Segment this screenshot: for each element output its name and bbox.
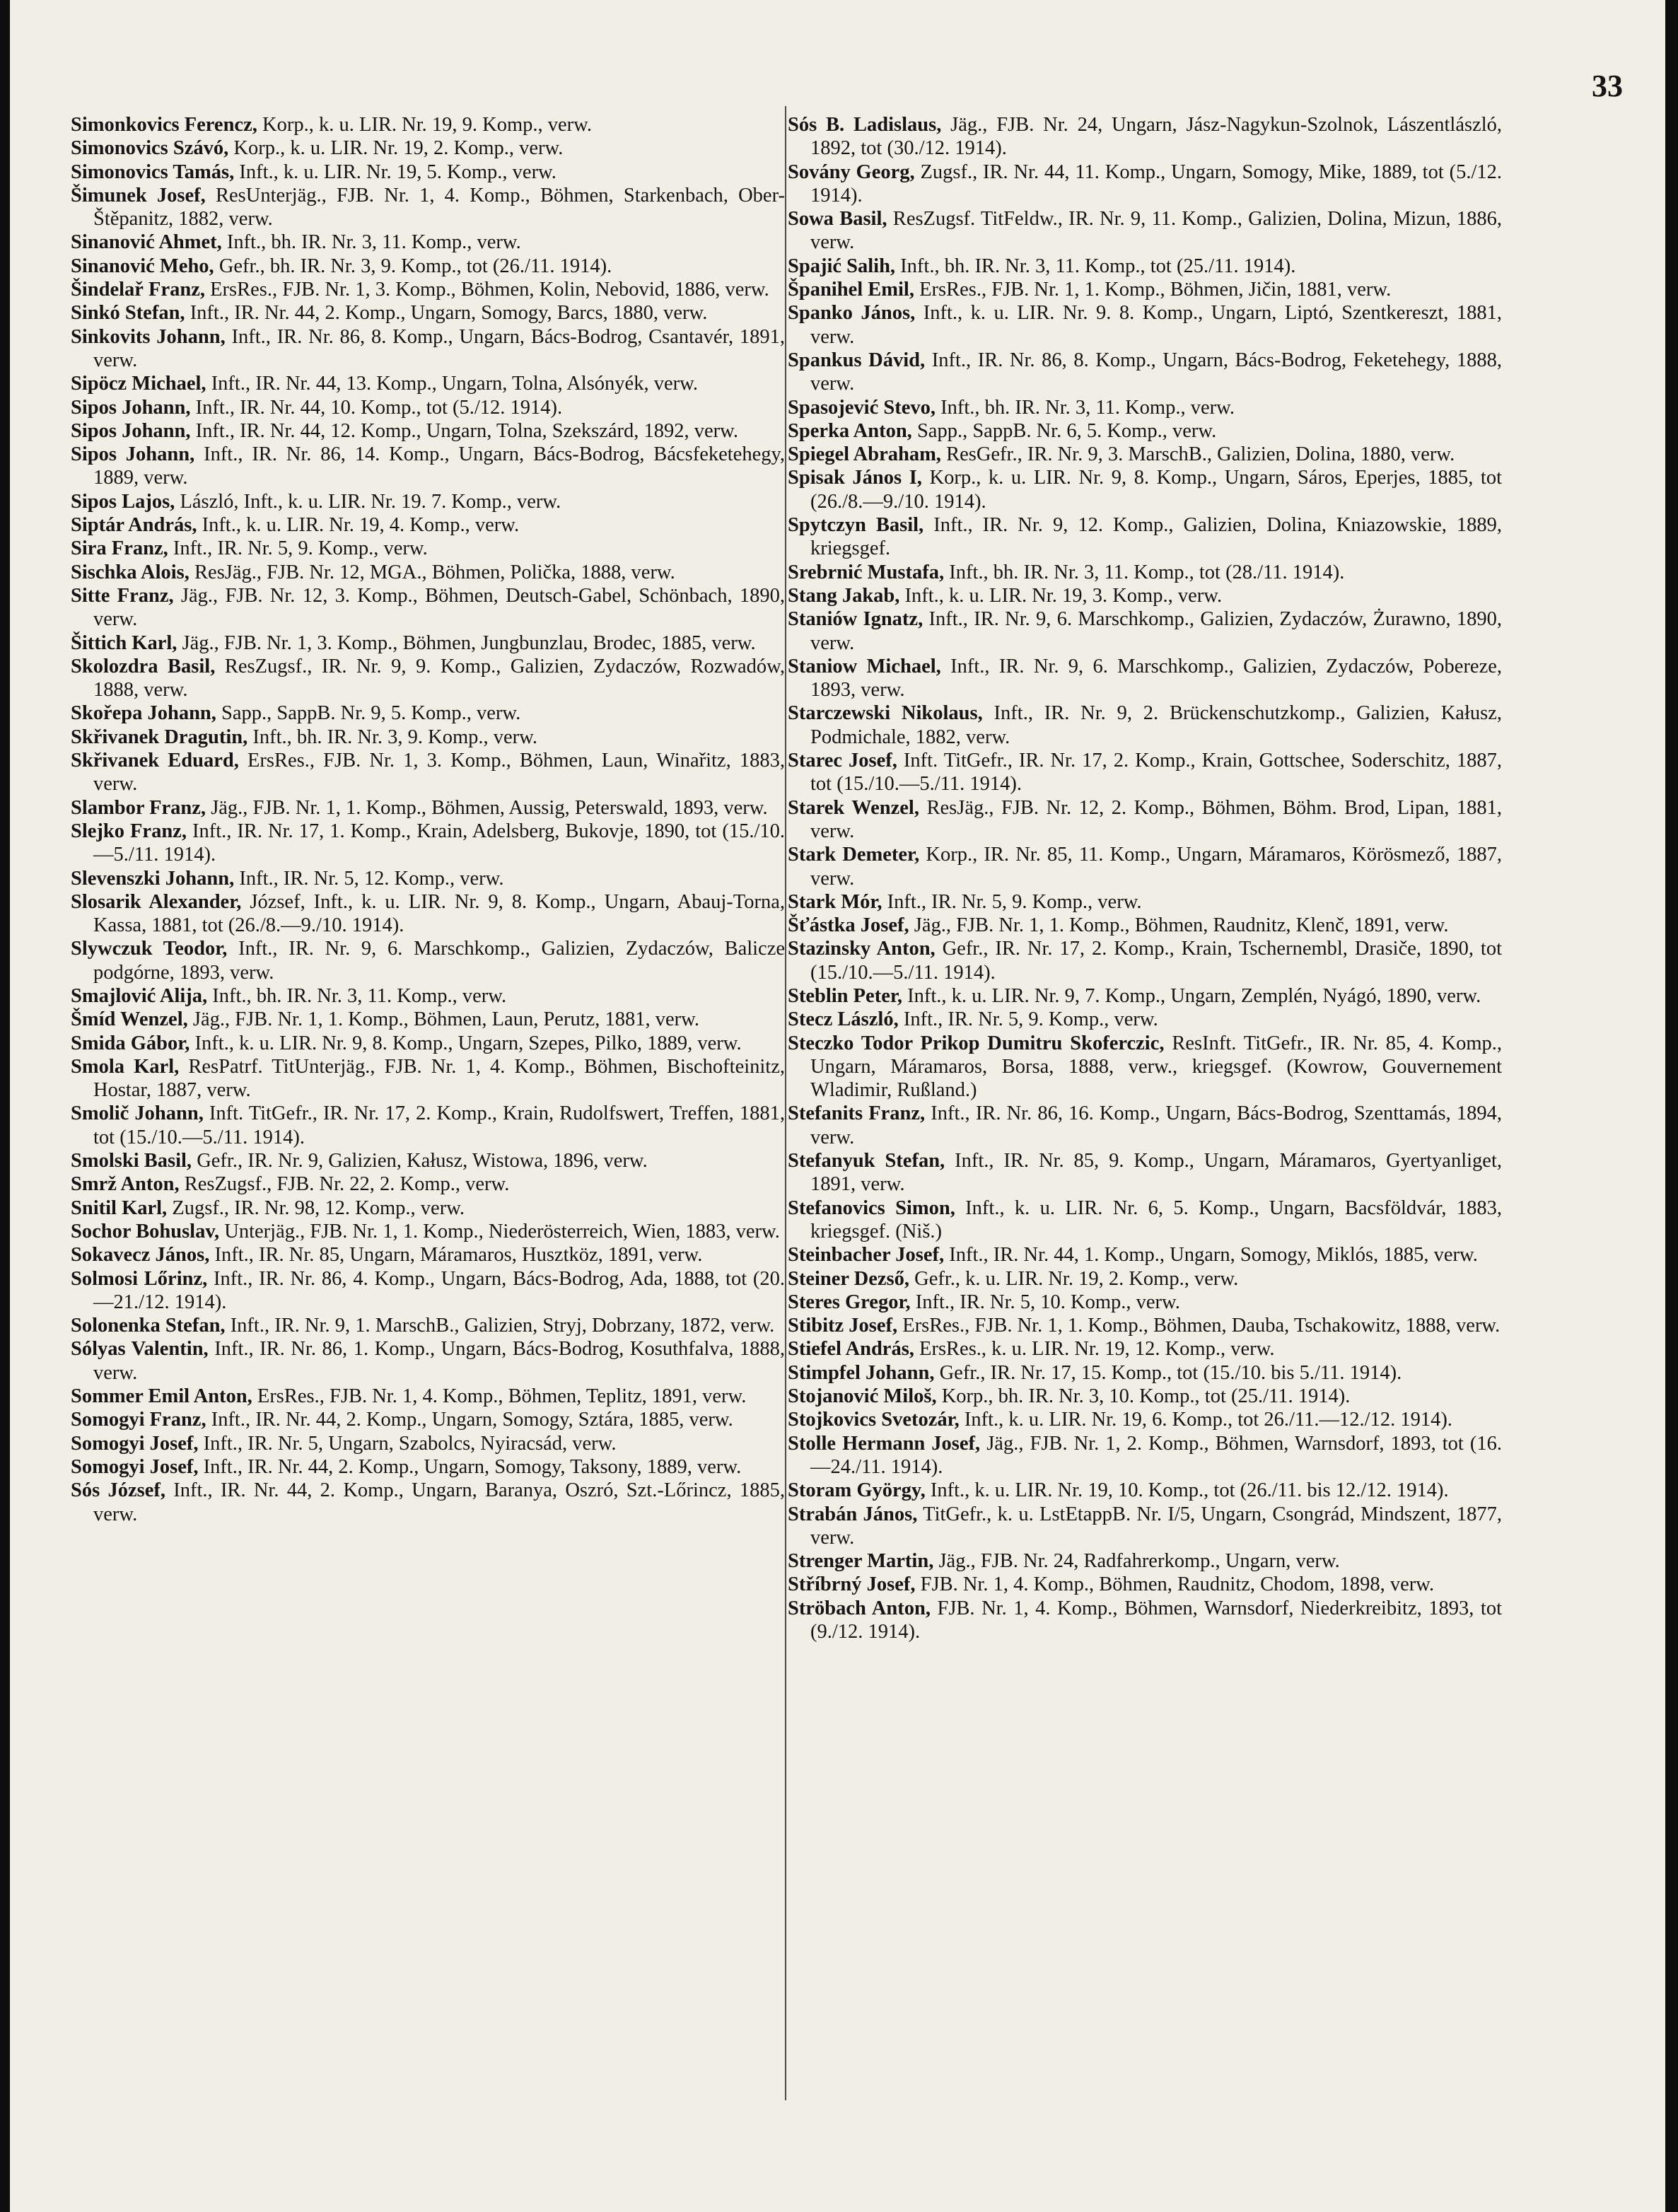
casualty-entry: [71, 1408, 785, 1431]
page-number: 33: [1592, 69, 1623, 103]
entry-details: Inft., IR. Nr. 44, 10. Komp., tot (5./12. 1914).: [190, 396, 563, 419]
casualty-entry: [71, 443, 785, 490]
entry-name: Stazinsky Anton,: [788, 938, 936, 960]
entry-details: Inft., IR. Nr. 44, 2. Komp., Ungarn, Somogy, Taksony, 1889, verw.: [198, 1455, 742, 1478]
entry-name: Stefanovics Simon,: [788, 1197, 955, 1219]
entry-name: Sipos Johann,: [71, 419, 191, 442]
entry-details: FJB. Nr. 1, 4. Komp., Böhmen, Raudnitz, Chodom, 1898, verw.: [915, 1573, 1435, 1596]
entry-details: ErsRes., k. u. LIR. Nr. 19, 12. Komp., verw.: [914, 1338, 1275, 1361]
entry-name: Stojkovics Svetozár,: [788, 1409, 960, 1431]
casualty-entry: [788, 1149, 1502, 1197]
entry-details: Inft., IR. Nr. 9, 2. Brückenschutzkomp., Galizien, Kałusz, Podmichale, 1882, verw.: [810, 702, 1502, 748]
casualty-entry: [71, 161, 785, 184]
entry-details: László, Inft., k. u. LIR. Nr. 19. 7. Komp., verw.: [175, 490, 561, 513]
entry-name: Stefanits Franz,: [788, 1102, 926, 1125]
entry-details: ErsRes., FJB. Nr. 1, 1. Komp., Böhmen, Dauba, Tschakowitz, 1888, verw.: [897, 1315, 1501, 1337]
entry-details: Korp., IR. Nr. 85, 11. Komp., Ungarn, Máramaros, Körösmező, 1887, verw.: [810, 844, 1502, 890]
casualty-entry: [71, 1032, 785, 1055]
entry-name: Smolski Basil,: [71, 1150, 192, 1172]
entry-details: ResInft. TitGefr., IR. Nr. 85, 4. Komp., Ungarn, Máramaros, Borsa, 1888, verw., kriegsgef. (Kowrow, Gouvernement Wladimir, Rußland.): [810, 1032, 1502, 1102]
entry-details: Jäg., FJB. Nr. 12, 3. Komp., Böhmen, Deutsch-Gabel, Schönbach, 1890, verw.: [93, 584, 785, 631]
entry-name: Spisak János I,: [788, 467, 922, 489]
entry-details: Inft., IR. Nr. 44, 13. Komp., Ungarn, Tolna, Alsónyék, verw.: [206, 373, 698, 395]
casualty-entry: [788, 1549, 1502, 1573]
entry-details: Inft., IR. Nr. 86, 8. Komp., Ungarn, Bács-Bodrog, Feketehegy, 1888, verw.: [810, 349, 1502, 395]
entry-name: Sinanović Meho,: [71, 255, 214, 277]
entry-details: Inft., k. u. LIR. Nr. 9, 7. Komp., Ungarn, Zemplén, Nyágó, 1890, verw.: [902, 984, 1481, 1007]
entry-name: Spanko János,: [788, 302, 916, 325]
entry-name: Stimpfel Johann,: [788, 1361, 935, 1384]
casualty-entry: [788, 466, 1502, 513]
entry-name: Starczewski Nikolaus,: [788, 702, 983, 725]
casualty-entry: [788, 607, 1502, 655]
casualty-entry: [71, 419, 785, 443]
casualty-entry: [788, 843, 1502, 890]
entry-details: Inft., bh. IR. Nr. 3, 11. Komp., verw.: [207, 984, 507, 1007]
casualty-entry: [788, 396, 1502, 419]
entry-details: Inft., IR. Nr. 5, 10. Komp., verw.: [910, 1291, 1180, 1313]
entry-name: Steblin Peter,: [788, 984, 903, 1007]
entry-details: Inft., k. u. LIR. Nr. 19, 3. Komp., verw.: [899, 584, 1223, 607]
left-column: [71, 113, 785, 1526]
casualty-entry: [788, 749, 1502, 796]
entry-name: Šindelař Franz,: [71, 279, 205, 301]
entry-details: Inft., IR. Nr. 85, Ungarn, Máramaros, Husztköz, 1891, verw.: [209, 1244, 703, 1267]
casualty-entry: [788, 702, 1502, 749]
casualty-entry: [788, 984, 1502, 1008]
entry-details: Inft., IR. Nr. 9, 1. MarschB., Galizien, Stryj, Dobrzany, 1872, verw.: [225, 1315, 775, 1337]
casualty-entry: [71, 1337, 785, 1385]
entry-details: Inft., k. u. LIR. Nr. 19, 4. Komp., verw.: [197, 514, 520, 537]
entry-name: Stang Jakab,: [788, 584, 900, 607]
entry-details: TitGefr., k. u. LstEtappB. Nr. I/5, Ungarn, Csongrád, Mindszent, 1877, verw.: [810, 1503, 1502, 1549]
entry-name: Spiegel Abraham,: [788, 443, 941, 466]
entry-details: Gefr., IR. Nr. 9, Galizien, Kałusz, Wistowa, 1896, verw.: [192, 1150, 648, 1172]
casualty-entry: [788, 1102, 1502, 1149]
casualty-entry: [71, 584, 785, 631]
entry-details: Sapp., SappB. Nr. 9, 5. Komp., verw.: [216, 702, 521, 725]
casualty-entry: [788, 1597, 1502, 1644]
entry-details: Inft., k. u. LIR. Nr. 9, 8. Komp., Ungarn, Szepes, Pilko, 1889, verw.: [190, 1032, 742, 1054]
entry-details: Jäg., FJB. Nr. 1, 1. Komp., Böhmen, Aussig, Peterswald, 1893, verw.: [206, 796, 768, 819]
casualty-entry: [788, 1479, 1502, 1502]
entry-details: Sapp., SappB. Nr. 6, 5. Komp., verw.: [911, 419, 1217, 442]
entry-name: Španihel Emil,: [788, 279, 914, 301]
entry-name: Sira Franz,: [71, 537, 168, 560]
casualty-entry: [788, 914, 1502, 937]
entry-name: Skolozdra Basil,: [71, 655, 216, 677]
entry-name: Steiner Dezső,: [788, 1267, 910, 1290]
entry-name: Stecz László,: [788, 1008, 899, 1031]
entry-details: Zugsf., IR. Nr. 44, 11. Komp., Ungarn, Somogy, Mike, 1889, tot (5./12. 1914).: [810, 161, 1502, 206]
casualty-entry: [71, 1149, 785, 1172]
casualty-entry: [71, 513, 785, 537]
casualty-entry: [71, 984, 785, 1008]
entry-details: Inft., IR. Nr. 44, 12. Komp., Ungarn, Tolna, Szekszárd, 1892, verw.: [190, 419, 739, 442]
casualty-entry: [71, 537, 785, 560]
entry-details: Zugsf., IR. Nr. 98, 12. Komp., verw.: [167, 1197, 465, 1219]
casualty-entry: [788, 1008, 1502, 1031]
entry-details: Inft., IR. Nr. 5, 12. Komp., verw.: [234, 867, 504, 890]
right-column: [788, 113, 1502, 1643]
casualty-entry: [788, 255, 1502, 278]
casualty-entry: [788, 419, 1502, 443]
entry-details: Inft., IR. Nr. 17, 1. Komp., Krain, Adelsberg, Bukovje, 1890, tot (15./10.—5./11. 1914).: [93, 820, 786, 866]
entry-details: Inft., k. u. LIR. Nr. 6, 5. Komp., Ungarn, Bacsföldvár, 1883, kriegsgef. (Niš.): [810, 1197, 1503, 1242]
entry-details: Inft., IR. Nr. 44, 2. Komp., Ungarn, Baranya, Oszró, Szt.-Lőrincz, 1885, verw.: [93, 1479, 785, 1525]
casualty-entry: [71, 184, 785, 231]
entry-name: Slejko Franz,: [71, 820, 187, 842]
entry-name: Sólyas Valentin,: [71, 1338, 209, 1361]
entry-name: Srebrnić Mustafa,: [788, 561, 945, 583]
casualty-entry: [788, 1573, 1502, 1596]
entry-details: Inft., IR. Nr. 9, 12. Komp., Galizien, Dolina, Kniazowskie, 1889, kriegsgef.: [810, 514, 1503, 560]
entry-details: Inft., bh. IR. Nr. 3, 9. Komp., verw.: [247, 726, 537, 748]
entry-details: József, Inft., k. u. LIR. Nr. 9, 8. Komp., Ungarn, Abauj-Torna, Kassa, 1881, tot (26./8.—9./10. 1914).: [93, 890, 785, 937]
entry-name: Sipos Lajos,: [71, 490, 175, 513]
casualty-entry: [71, 1055, 785, 1102]
entry-name: Stiefel András,: [788, 1338, 914, 1361]
casualty-entry: [788, 561, 1502, 584]
casualty-entry: [71, 1243, 785, 1267]
casualty-entry: [788, 1267, 1502, 1291]
entry-name: Steinbacher Josef,: [788, 1244, 945, 1267]
casualty-entry: [788, 1432, 1502, 1479]
entry-name: Sinkovits Johann,: [71, 325, 226, 348]
entry-details: Inft. TitGefr., IR. Nr. 17, 2. Komp., Krain, Gottschee, Soderschitz, 1887, tot (15./10.—5./11. 1914).: [810, 750, 1502, 796]
casualty-entry: [71, 1220, 785, 1243]
entry-name: Smajlović Alija,: [71, 984, 208, 1007]
entry-name: Siptár András,: [71, 514, 197, 537]
casualty-entry: [788, 1314, 1502, 1337]
casualty-entry: [788, 796, 1502, 844]
entry-name: Stark Demeter,: [788, 844, 920, 866]
entry-details: ErsRes., FJB. Nr. 1, 3. Komp., Böhmen, Laun, Winařitz, 1883, verw.: [93, 750, 785, 796]
entry-details: Inft., k. u. LIR. Nr. 19, 5. Komp., verw.: [234, 161, 557, 183]
casualty-entry: [788, 113, 1502, 161]
casualty-entry: [788, 937, 1502, 984]
casualty-entry: [71, 301, 785, 325]
entry-name: Strenger Martin,: [788, 1550, 934, 1573]
casualty-entry: [71, 867, 785, 890]
entry-name: Skřivanek Dragutin,: [71, 726, 248, 748]
entry-name: Slambor Franz,: [71, 796, 206, 819]
casualty-entry: [71, 1385, 785, 1408]
casualty-entry: [71, 1432, 785, 1455]
entry-details: ResUnterjäg., FJB. Nr. 1, 4. Komp., Böhmen, Starkenbach, Ober-Štěpanitz, 1882, verw.: [93, 184, 785, 231]
casualty-entry: [71, 726, 785, 749]
casualty-entry: [71, 890, 785, 938]
document-page: [10, 0, 1665, 2212]
entry-name: Sovány Georg,: [788, 161, 915, 183]
entry-details: Unterjäg., FJB. Nr. 1, 1. Komp., Niederösterreich, Wien, 1883, verw.: [219, 1220, 780, 1242]
casualty-entry: [71, 820, 785, 867]
entry-name: Šimunek Josef,: [71, 184, 206, 206]
entry-details: Inft., bh. IR. Nr. 3, 11. Komp., tot (28./11. 1914).: [944, 561, 1345, 583]
entry-name: Sochor Bohuslav,: [71, 1220, 220, 1242]
entry-details: ErsRes., FJB. Nr. 1, 3. Komp., Böhmen, Kolin, Nebovid, 1886, verw.: [205, 279, 769, 301]
casualty-entry: [788, 278, 1502, 301]
entry-name: Storam György,: [788, 1479, 926, 1502]
entry-details: Inft., IR. Nr. 5, 9. Komp., verw.: [882, 890, 1142, 913]
entry-details: Inft., k. u. LIR. Nr. 9. 8. Komp., Ungarn, Liptó, Szentkereszt, 1881, verw.: [810, 302, 1502, 348]
casualty-entry: [788, 655, 1502, 702]
entry-name: Steres Gregor,: [788, 1291, 911, 1313]
entry-name: Spasojević Stevo,: [788, 396, 936, 419]
entry-details: Korp., k. u. LIR. Nr. 19, 2. Komp., verw.: [228, 137, 564, 160]
casualty-entry: [71, 490, 785, 513]
casualty-entry: [788, 584, 1502, 607]
casualty-entry: [71, 702, 785, 725]
entry-details: Jäg., FJB. Nr. 24, Ungarn, Jász-Nagykun-Szolnok, Lászentlászló, 1892, tot (30./12. 1914).: [810, 114, 1502, 160]
entry-name: Simonovics Tamás,: [71, 161, 235, 183]
casualty-entry: [71, 749, 785, 796]
entry-details: Inft., bh. IR. Nr. 3, 11. Komp., verw.: [221, 231, 521, 254]
casualty-entry: [71, 937, 785, 984]
entry-name: Sowa Basil,: [788, 208, 887, 231]
entry-name: Sós József,: [71, 1479, 165, 1502]
entry-name: Starec Josef,: [788, 750, 897, 772]
casualty-entry: [788, 161, 1502, 208]
entry-details: ResGefr., IR. Nr. 9, 3. MarschB., Galizien, Dolina, 1880, verw.: [940, 443, 1455, 466]
entry-details: ErsRes., FJB. Nr. 1, 4. Komp., Böhmen, Teplitz, 1891, verw.: [252, 1385, 747, 1408]
entry-name: Sós B. Ladislaus,: [788, 114, 942, 136]
casualty-entry: [788, 890, 1502, 914]
casualty-entry: [788, 1197, 1502, 1244]
entry-details: Inft., IR. Nr. 86, 4. Komp., Ungarn, Bács-Bodrog, Ada, 1888, tot (20.—21./12. 1914).: [93, 1267, 785, 1313]
entry-details: Inft., IR. Nr. 44, 2. Komp., Ungarn, Somogy, Barcs, 1880, verw.: [185, 302, 708, 325]
entry-name: Sitte Franz,: [71, 584, 174, 607]
entry-details: ResZugsf., IR. Nr. 9, 9. Komp., Galizien, Zydaczów, Rozwadów, 1888, verw.: [93, 655, 785, 702]
entry-details: Inft., IR. Nr. 9, 6. Marschkomp., Galizien, Zydaczów, Żurawno, 1890, verw.: [810, 608, 1502, 654]
entry-name: Steczko Todor Prikop Dumitru Skoferczic,: [788, 1032, 1165, 1054]
casualty-entry: [788, 1291, 1502, 1314]
entry-name: Simonkovics Ferencz,: [71, 114, 257, 136]
entry-name: Simonovics Szávó,: [71, 137, 229, 160]
entry-details: Inft., IR. Nr. 86, 1. Komp., Ungarn, Bács-Bodrog, Kosuthfalva, 1888, verw.: [93, 1338, 785, 1384]
entry-details: Inft., IR. Nr. 5, 9. Komp., verw.: [898, 1008, 1158, 1031]
entry-details: Gefr., bh. IR. Nr. 3, 9. Komp., tot (26./11. 1914).: [214, 255, 612, 277]
casualty-entry: [788, 443, 1502, 466]
entry-details: Inft., IR. Nr. 86, 16. Komp., Ungarn, Bács-Bodrog, Szenttamás, 1894, verw.: [810, 1102, 1503, 1148]
casualty-entry: [71, 631, 785, 655]
casualty-entry: [71, 1455, 785, 1479]
entry-details: Gefr., IR. Nr. 17, 15. Komp., tot (15./10. bis 5./11. 1914).: [934, 1361, 1402, 1384]
casualty-entry: [71, 1314, 785, 1337]
entry-details: ResJäg., FJB. Nr. 12, MGA., Böhmen, Polička, 1888, verw.: [189, 561, 675, 583]
entry-name: Stolle Hermann Josef,: [788, 1432, 981, 1455]
casualty-entry: [71, 372, 785, 395]
casualty-entry: [71, 655, 785, 702]
entry-name: Solmosi Lőrinz,: [71, 1267, 208, 1290]
entry-details: Jäg., FJB. Nr. 1, 2. Komp., Böhmen, Warnsdorf, 1893, tot (16.—24./11. 1914).: [810, 1432, 1502, 1478]
entry-details: Inft., IR. Nr. 44, 2. Komp., Ungarn, Somogy, Sztára, 1885, verw.: [206, 1409, 733, 1431]
casualty-entry: [71, 278, 785, 301]
entry-name: Sperka Anton,: [788, 419, 912, 442]
casualty-entry: [71, 1267, 785, 1315]
entry-name: Sischka Alois,: [71, 561, 190, 583]
entry-name: Sinanović Ahmet,: [71, 231, 222, 254]
entry-name: Somogyi Franz,: [71, 1409, 206, 1431]
casualty-entry: [71, 1172, 785, 1196]
entry-name: Sokavecz János,: [71, 1244, 210, 1267]
entry-details: Korp., k. u. LIR. Nr. 9, 8. Komp., Ungarn, Sáros, Eperjes, 1885, tot (26./8.—9./10. 1914).: [810, 467, 1502, 513]
casualty-entry: [788, 513, 1502, 561]
entry-details: Inft., IR. Nr. 9, 6. Marschkomp., Galizien, Zydaczów, Pobereze, 1893, verw.: [810, 655, 1503, 702]
entry-name: Smolič Johann,: [71, 1102, 204, 1125]
casualty-entry: [71, 255, 785, 278]
entry-details: ResZugsf. TitFeldw., IR. Nr. 9, 11. Komp., Galizien, Dolina, Mizun, 1886, verw.: [810, 208, 1503, 254]
entry-name: Smida Gábor,: [71, 1032, 190, 1054]
entry-details: Inft., bh. IR. Nr. 3, 11. Komp., verw.: [936, 396, 1235, 419]
entry-details: Inft. TitGefr., IR. Nr. 17, 2. Komp., Krain, Rudolfswert, Treffen, 1881, tot (15./10.—5./11. 1914).: [93, 1102, 785, 1148]
casualty-entry: [71, 1479, 785, 1526]
entry-name: Stibitz Josef,: [788, 1315, 898, 1337]
casualty-entry: [788, 207, 1502, 255]
entry-details: Korp., bh. IR. Nr. 3, 10. Komp., tot (25./11. 1914).: [936, 1385, 1351, 1408]
column-divider: [785, 106, 786, 2100]
casualty-entry: [788, 1408, 1502, 1431]
entry-details: ResJäg., FJB. Nr. 12, 2. Komp., Böhmen, Böhm. Brod, Lipan, 1881, verw.: [810, 796, 1502, 842]
entry-details: ErsRes., FJB. Nr. 1, 1. Komp., Böhmen, Jičin, 1881, verw.: [914, 279, 1392, 301]
entry-details: FJB. Nr. 1, 4. Komp., Böhmen, Warnsdorf, Niederkreibitz, 1893, tot (9./12. 1914).: [810, 1597, 1503, 1643]
entry-details: Korp., k. u. LIR. Nr. 19, 9. Komp., verw.: [257, 114, 592, 136]
entry-name: Sipos Johann,: [71, 396, 191, 419]
entry-details: Jäg., FJB. Nr. 1, 1. Komp., Böhmen, Laun, Perutz, 1881, verw.: [187, 1008, 700, 1031]
casualty-entry: [788, 1385, 1502, 1408]
casualty-entry: [71, 1102, 785, 1149]
entry-details: Jäg., FJB. Nr. 24, Radfahrerkomp., Ungarn, verw.: [933, 1550, 1340, 1573]
entry-name: Skřivanek Eduard,: [71, 750, 239, 772]
entry-details: ResZugsf., FJB. Nr. 22, 2. Komp., verw.: [179, 1173, 510, 1196]
entry-name: Šťástka Josef,: [788, 914, 909, 937]
casualty-entry: [788, 301, 1502, 349]
casualty-entry: [71, 325, 785, 373]
entry-details: Inft., IR. Nr. 86, 14. Komp., Ungarn, Bács-Bodrog, Bácsfeketehegy, 1889, verw.: [93, 443, 785, 489]
entry-details: Jäg., FJB. Nr. 1, 1. Komp., Böhmen, Raudnitz, Klenč, 1891, verw.: [909, 914, 1449, 937]
entry-name: Somogyi Josef,: [71, 1455, 199, 1478]
casualty-entry: [71, 796, 785, 820]
entry-name: Spajić Salih,: [788, 255, 896, 277]
entry-name: Starek Wenzel,: [788, 796, 919, 819]
entry-name: Somogyi Josef,: [71, 1432, 199, 1455]
casualty-entry: [71, 1197, 785, 1220]
entry-details: Inft., IR. Nr. 9, 6. Marschkomp., Galizien, Zydaczów, Balicze podgórne, 1893, verw.: [93, 938, 786, 984]
entry-details: Inft., IR. Nr. 86, 8. Komp., Ungarn, Bács-Bodrog, Csantavér, 1891, verw.: [93, 325, 785, 371]
entry-name: Slywczuk Teodor,: [71, 938, 228, 960]
casualty-entry: [788, 1361, 1502, 1385]
entry-details: Inft., IR. Nr. 44, 1. Komp., Ungarn, Somogy, Miklós, 1885, verw.: [944, 1244, 1478, 1267]
entry-name: Ströbach Anton,: [788, 1597, 931, 1619]
entry-name: Sipöcz Michael,: [71, 373, 206, 395]
entry-details: Inft., IR. Nr. 85, 9. Komp., Ungarn, Máramaros, Gyertyanliget, 1891, verw.: [810, 1150, 1502, 1196]
entry-name: Sommer Emil Anton,: [71, 1385, 252, 1408]
entry-details: Inft., k. u. LIR. Nr. 19, 6. Komp., tot 26./11.—12./12. 1914).: [959, 1409, 1452, 1431]
entry-name: Stojanović Miloš,: [788, 1385, 937, 1408]
entry-name: Stark Mór,: [788, 890, 882, 913]
casualty-entry: [71, 231, 785, 254]
entry-name: Sipos Johann,: [71, 443, 195, 466]
casualty-entry: [71, 1008, 785, 1031]
casualty-entry: [71, 396, 785, 419]
entry-name: Snitil Karl,: [71, 1197, 168, 1219]
entry-details: Inft., k. u. LIR. Nr. 19, 10. Komp., tot (26./11. bis 12./12. 1914).: [925, 1479, 1449, 1502]
entry-name: Šittich Karl,: [71, 631, 177, 654]
entry-name: Spankus Dávid,: [788, 349, 926, 371]
entry-name: Spytczyn Basil,: [788, 514, 924, 537]
casualty-entry: [788, 1337, 1502, 1361]
casualty-entry: [71, 113, 785, 136]
entry-name: Staniow Michael,: [788, 655, 941, 677]
entry-name: Stříbrný Josef,: [788, 1573, 916, 1596]
entry-details: Gefr., k. u. LIR. Nr. 19, 2. Komp., verw.: [909, 1267, 1239, 1290]
entry-name: Smola Karl,: [71, 1055, 180, 1078]
casualty-entry: [788, 1032, 1502, 1102]
entry-details: ResPatrf. TitUnterjäg., FJB. Nr. 1, 4. Komp., Böhmen, Bischofteinitz, Hostar, 1887, verw.: [93, 1055, 785, 1102]
entry-name: Šmíd Wenzel,: [71, 1008, 188, 1031]
entry-name: Skořepa Johann,: [71, 702, 216, 725]
entry-name: Strabán János,: [788, 1503, 918, 1525]
entry-details: Inft., IR. Nr. 5, Ungarn, Szabolcs, Nyiracsád, verw.: [198, 1432, 617, 1455]
entry-name: Sinkó Stefan,: [71, 302, 185, 325]
casualty-entry: [788, 1243, 1502, 1267]
casualty-entry: [71, 136, 785, 160]
casualty-entry: [788, 1503, 1502, 1550]
entry-name: Solonenka Stefan,: [71, 1315, 226, 1337]
entry-details: Gefr., IR. Nr. 17, 2. Komp., Krain, Tschernembl, Drasiče, 1890, tot (15./10.—5./11. 1914).: [810, 938, 1503, 984]
entry-details: Inft., IR. Nr. 5, 9. Komp., verw.: [168, 537, 428, 560]
entry-details: Inft., bh. IR. Nr. 3, 11. Komp., tot (25./11. 1914).: [895, 255, 1296, 277]
entry-details: Jäg., FJB. Nr. 1, 3. Komp., Böhmen, Jungbunzlau, Brodec, 1885, verw.: [177, 631, 756, 654]
entry-name: Stefanyuk Stefan,: [788, 1150, 945, 1172]
entry-name: Slosarik Alexander,: [71, 890, 242, 913]
casualty-entry: [71, 561, 785, 584]
entry-name: Staniów Ignatz,: [788, 608, 924, 631]
casualty-entry: [788, 349, 1502, 396]
entry-name: Slevenszki Johann,: [71, 867, 235, 890]
entry-name: Smrž Anton,: [71, 1173, 180, 1196]
